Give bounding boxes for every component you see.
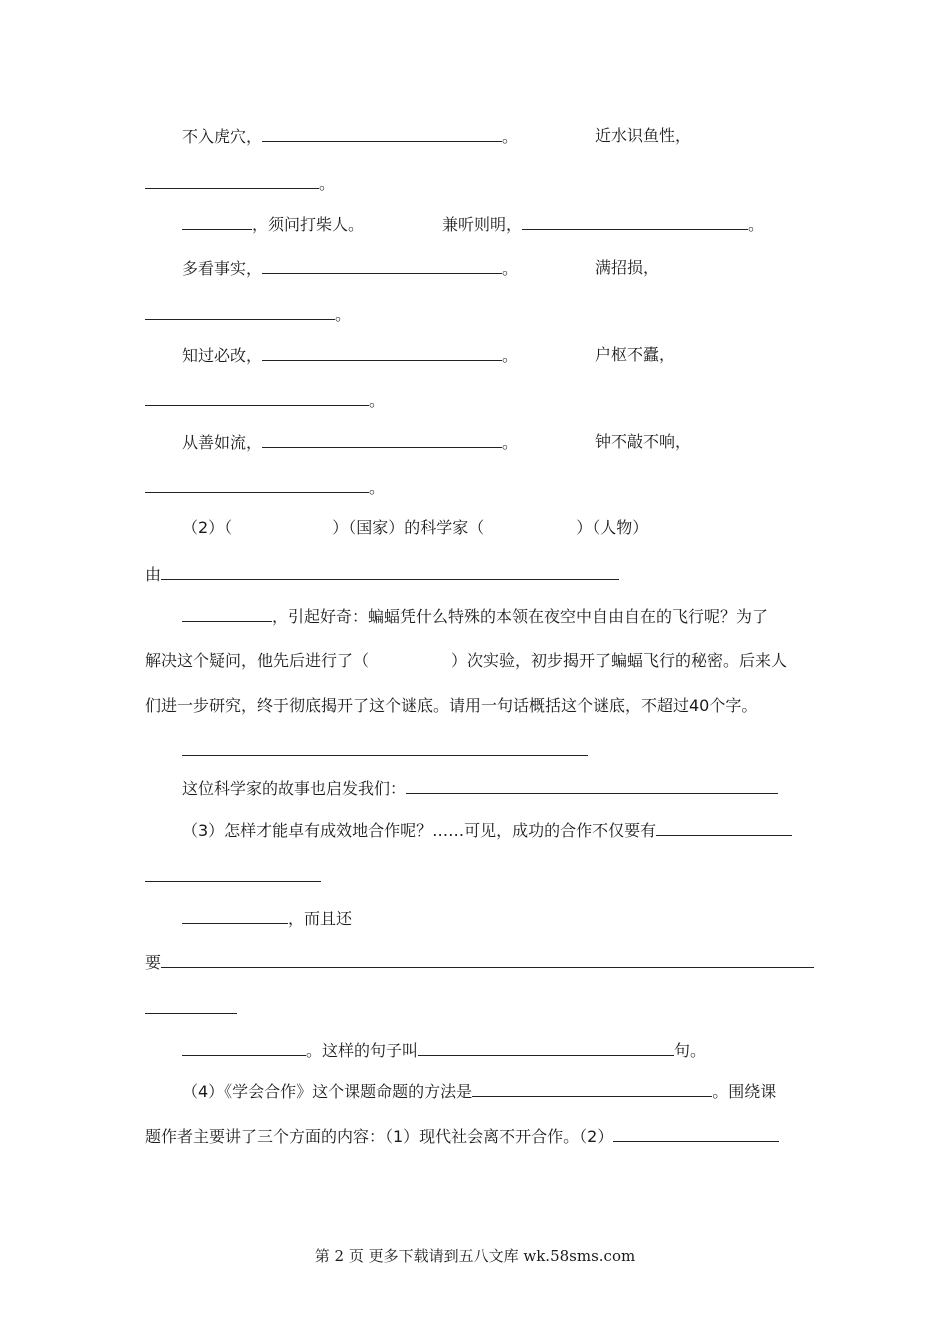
page-footer bbox=[0, 1246, 950, 1266]
answer-blank bbox=[262, 432, 502, 448]
question-2-line-6 bbox=[182, 778, 778, 799]
question-text: （4）《学会合作》这个课题命题的方法是 bbox=[182, 1082, 473, 1101]
question-2-line-2 bbox=[145, 564, 619, 585]
idiom-text: 近水识鱼性， bbox=[595, 126, 692, 145]
punct: 。 bbox=[502, 433, 519, 452]
answer-blank bbox=[161, 952, 814, 968]
idiom-line-2 bbox=[145, 173, 335, 194]
answer-blank bbox=[656, 820, 792, 836]
question-text: ）（人物） bbox=[576, 518, 649, 537]
punct: 。 bbox=[335, 305, 352, 324]
idiom-line-9 bbox=[145, 477, 385, 498]
question-3-line-6 bbox=[182, 1040, 706, 1061]
question-2-answer-line bbox=[182, 740, 588, 761]
answer-blank bbox=[522, 214, 748, 230]
answer-blank bbox=[145, 390, 369, 406]
punct: 。 bbox=[369, 478, 386, 497]
idiom-text: 户枢不蠹， bbox=[595, 345, 676, 364]
answer-blank bbox=[182, 606, 272, 622]
answer-blank bbox=[182, 740, 588, 756]
question-3-line-4 bbox=[145, 952, 814, 973]
punct: 。 bbox=[369, 391, 386, 410]
idiom-line-8b bbox=[595, 432, 691, 452]
footer-text: 第 2 页 更多下载请到五八文库 wk.58sms.com bbox=[314, 1247, 636, 1265]
answer-blank bbox=[406, 778, 778, 794]
question-4-line-2 bbox=[145, 1126, 779, 1147]
question-2-line-3 bbox=[182, 606, 768, 627]
question-2-line-5 bbox=[145, 696, 757, 716]
idiom-line-6a bbox=[182, 345, 518, 366]
answer-blank bbox=[182, 214, 252, 230]
question-2-line-1 bbox=[182, 518, 648, 538]
idiom-line-8a bbox=[182, 432, 518, 453]
answer-blank bbox=[262, 258, 502, 274]
question-text: 由 bbox=[145, 565, 162, 584]
punct: 。 bbox=[502, 346, 519, 365]
idiom-text: 不入虎穴， bbox=[182, 127, 263, 146]
question-text: （2）（ bbox=[182, 518, 233, 537]
question-text: 这位科学家的故事也启发我们： bbox=[182, 779, 407, 798]
answer-blank bbox=[145, 304, 335, 320]
idiom-line-7 bbox=[145, 390, 385, 411]
question-text: 题作者主要讲了三个方面的内容：（1）现代社会离不开合作。（2） bbox=[145, 1127, 614, 1146]
idiom-text: 知过必改， bbox=[182, 346, 263, 365]
answer-blank bbox=[182, 908, 288, 924]
answer-blank bbox=[145, 477, 369, 493]
question-text: 们进一步研究，终于彻底揭开了这个谜底。请用一句话概括这个谜底，不超过40个字。 bbox=[145, 696, 758, 715]
answer-blank bbox=[145, 866, 321, 882]
idiom-text: 从善如流， bbox=[182, 433, 263, 452]
question-3-line-1 bbox=[182, 820, 792, 841]
question-text: 。这样的句子叫 bbox=[306, 1041, 419, 1060]
question-3-line-5 bbox=[145, 998, 237, 1019]
answer-blank bbox=[262, 345, 502, 361]
answer-blank bbox=[161, 564, 619, 580]
answer-blank bbox=[182, 1040, 306, 1056]
idiom-text: ，须问打柴人。 bbox=[252, 215, 365, 234]
question-text: （3）怎样才能卓有成效地合作呢？……可见，成功的合作不仅要有 bbox=[182, 821, 657, 840]
idiom-line-3a bbox=[182, 214, 364, 235]
idiom-line-1a bbox=[182, 126, 518, 147]
answer-blank bbox=[145, 998, 237, 1014]
question-text: ）（国家）的科学家（ bbox=[332, 518, 485, 537]
idiom-text: 兼听则明， bbox=[442, 215, 523, 234]
question-text: 解决这个疑问，他先后进行了（ bbox=[145, 651, 370, 670]
idiom-line-1b bbox=[595, 126, 691, 146]
question-text: 句。 bbox=[674, 1041, 707, 1060]
punct: 。 bbox=[502, 259, 519, 278]
punct: 。 bbox=[748, 215, 765, 234]
question-3-line-2 bbox=[145, 866, 321, 887]
question-4-line-1 bbox=[182, 1081, 776, 1102]
idiom-line-3b bbox=[442, 214, 764, 235]
idiom-line-5 bbox=[145, 304, 351, 325]
punct: 。 bbox=[319, 174, 336, 193]
answer-blank bbox=[262, 126, 502, 142]
punct: 。 bbox=[502, 127, 519, 146]
idiom-text: 钟不敲不响， bbox=[595, 432, 692, 451]
idiom-line-6b bbox=[595, 345, 675, 365]
answer-blank bbox=[472, 1081, 712, 1097]
idiom-text: 多看事实， bbox=[182, 259, 263, 278]
question-text: ）次实验，初步揭开了蝙蝠飞行的秘密。后来人 bbox=[451, 651, 788, 670]
question-3-line-3 bbox=[182, 908, 352, 929]
answer-blank bbox=[145, 173, 319, 189]
question-text: 要 bbox=[145, 953, 162, 972]
idiom-line-4a bbox=[182, 258, 518, 279]
idiom-line-4b bbox=[595, 258, 659, 278]
idiom-text: 满招损， bbox=[595, 258, 660, 277]
question-2-line-4 bbox=[145, 651, 787, 671]
question-text: 。围绕课 bbox=[712, 1082, 777, 1101]
question-text: ，引起好奇：蝙蝠凭什么特殊的本领在夜空中自由自在的飞行呢？为了 bbox=[272, 607, 769, 626]
answer-blank bbox=[613, 1126, 779, 1142]
answer-blank bbox=[418, 1040, 674, 1056]
question-text: ，而且还 bbox=[288, 909, 353, 928]
